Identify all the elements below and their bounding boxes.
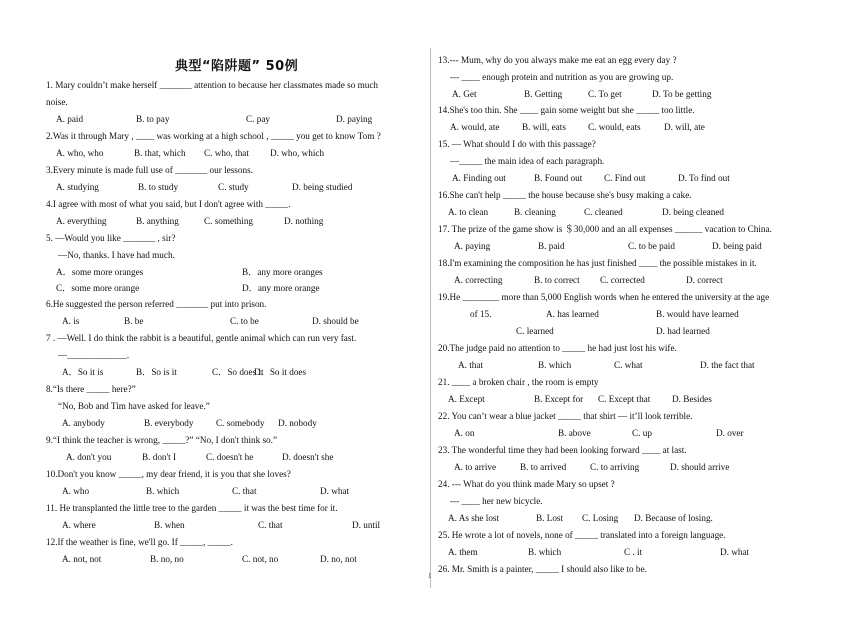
answer-option: D．any more orange bbox=[242, 283, 320, 293]
answer-option: D. until bbox=[352, 520, 381, 530]
answer-option: D. the fact that bbox=[700, 360, 755, 370]
answer-option: B. don't I bbox=[142, 452, 177, 462]
answer-option: D. being studied bbox=[292, 182, 353, 192]
page-title: 典型“陷阱题” 50例 bbox=[175, 59, 299, 74]
question-text: 22. You can’t wear a blue jacket _____ that shirt — it’ll look terrible. bbox=[438, 411, 693, 421]
answer-option: B. to arrived bbox=[520, 462, 567, 472]
answer-option: C . it bbox=[624, 547, 643, 557]
question-text: 6.He suggested the person referred _______ put into prison. bbox=[46, 299, 267, 309]
answer-option: A. on bbox=[454, 428, 475, 438]
answer-option: B. to study bbox=[138, 182, 179, 192]
answer-option: C. To get bbox=[588, 89, 622, 99]
answer-option: C. not, no bbox=[242, 554, 279, 564]
answer-option: A. studying bbox=[56, 182, 99, 192]
question-text: 25. He wrote a lot of novels, none of _____ translated into a foreign language. bbox=[438, 530, 726, 540]
question-text: 7 . —Well. I do think the rabbit is a beautiful, gentle animal which can run very fast. bbox=[46, 333, 357, 343]
answer-option: A. anybody bbox=[62, 418, 105, 428]
answer-option: B．any more oranges bbox=[242, 267, 323, 277]
answer-option: C. study bbox=[218, 182, 249, 192]
answer-option: C. what bbox=[614, 360, 643, 370]
answer-option: B. which bbox=[538, 360, 572, 370]
question-text: 15. — What should I do with this passage? bbox=[438, 139, 596, 149]
answer-option: C. cleaned bbox=[584, 207, 623, 217]
answer-option: B. Except for bbox=[534, 394, 584, 404]
answer-option: D. over bbox=[716, 428, 744, 438]
answer-option: A. paying bbox=[454, 241, 491, 251]
answer-option: A．So it is bbox=[62, 367, 104, 377]
answer-option: B. that, which bbox=[134, 148, 186, 158]
answer-option: D．So it does bbox=[254, 367, 307, 377]
question-text: 5. —Would you like _______ , sir? bbox=[46, 233, 176, 243]
answer-option: D. Besides bbox=[672, 394, 712, 404]
answer-option: B. no, no bbox=[150, 554, 184, 564]
question-text: 8.“Is there _____ here?” bbox=[46, 384, 136, 394]
question-text: 1. Mary couldn’t make herself _______ attention to because her classmates made so much bbox=[46, 80, 379, 90]
answer-option: C. would, eats bbox=[588, 122, 641, 132]
answer-option: C. to arriving bbox=[590, 462, 640, 472]
question-text-cont: noise. bbox=[46, 97, 68, 107]
answer-option: A. where bbox=[62, 520, 96, 530]
answer-option: B. will, eats bbox=[522, 122, 566, 132]
answer-option: A. not, not bbox=[62, 554, 102, 564]
answer-option: A. don't you bbox=[66, 452, 112, 462]
answer-option: A. is bbox=[62, 316, 80, 326]
answer-option: D. nothing bbox=[284, 216, 324, 226]
question-text: 20.The judge paid no attention to _____ he had just lost his wife. bbox=[438, 343, 677, 353]
answer-option: B. above bbox=[558, 428, 591, 438]
answer-option: D. correct bbox=[686, 275, 723, 285]
answer-option: D. being paid bbox=[712, 241, 762, 251]
answer-option: B. be bbox=[124, 316, 144, 326]
answer-option: C. somebody bbox=[216, 418, 265, 428]
question-text: 2.Was it through Mary , ____ was working at a high school , _____ you get to know Tom ? bbox=[46, 131, 381, 141]
answer-option: A. them bbox=[448, 547, 478, 557]
answer-option: B. Getting bbox=[524, 89, 563, 99]
answer-option: C. who, that bbox=[204, 148, 249, 158]
answer-option: B. would have learned bbox=[656, 309, 739, 319]
question-text: 9.“I think the teacher is wrong, _____?” “No, I don't think so.” bbox=[46, 435, 278, 445]
answer-option: B. everybody bbox=[144, 418, 194, 428]
answer-option: D. To find out bbox=[678, 173, 730, 183]
answer-option: A. that bbox=[458, 360, 484, 370]
answer-option: D. will, ate bbox=[664, 122, 705, 132]
answer-option: C. Except that bbox=[598, 394, 651, 404]
answer-option: C. Find out bbox=[604, 173, 646, 183]
answer-option: A. to arrive bbox=[454, 462, 497, 472]
answer-option: C. something bbox=[204, 216, 254, 226]
answer-option: D. To be getting bbox=[652, 89, 712, 99]
answer-option: A. who, who bbox=[56, 148, 104, 158]
answer-option: B. cleaning bbox=[514, 207, 556, 217]
question-text: 3.Every minute is made full use of _______ our lessons. bbox=[46, 165, 253, 175]
question-text-cont: —No, thanks. I have had much. bbox=[58, 250, 175, 260]
answer-option: B. Lost bbox=[536, 513, 564, 523]
answer-option: A. who bbox=[62, 486, 90, 496]
question-text-cont: —_____ the main idea of each paragraph. bbox=[450, 156, 605, 166]
answer-option: A. paid bbox=[56, 114, 84, 124]
answer-option: A. Finding out bbox=[452, 173, 506, 183]
question-text: 10.Don't you know _____, my dear friend, it is you that she loves? bbox=[46, 469, 291, 479]
answer-option: C. pay bbox=[246, 114, 270, 124]
question-text: 26. Mr. Smith is a painter, _____ I should also like to be. bbox=[438, 564, 647, 574]
question-text-cont: —_____________. bbox=[58, 350, 130, 360]
question-text-cont: of 15. bbox=[470, 309, 492, 319]
question-text: 21. ____ a broken chair , the room is empty bbox=[438, 377, 599, 387]
answer-option: C．some more orange bbox=[56, 283, 140, 293]
answer-option: D. no, not bbox=[320, 554, 357, 564]
answer-option: B．So is it bbox=[136, 367, 177, 377]
answer-option: A. has learned bbox=[546, 309, 599, 319]
question-text-cont: --- ____ enough protein and nutrition as you are growing up. bbox=[450, 72, 674, 82]
answer-option: C. to be bbox=[230, 316, 259, 326]
answer-option: D. nobody bbox=[278, 418, 317, 428]
question-text: 13.--- Mum, why do you always make me eat an egg every day ? bbox=[438, 55, 677, 65]
answer-option: A. everything bbox=[56, 216, 107, 226]
answer-option: B. to correct bbox=[534, 275, 580, 285]
answer-option: C. doesn't he bbox=[206, 452, 254, 462]
question-text-cont: “No, Bob and Tim have asked for leave.” bbox=[58, 401, 210, 411]
answer-option: C. corrected bbox=[600, 275, 645, 285]
question-text: 18.I'm examining the composition he has just finished ____ the possible mistakes in it. bbox=[438, 258, 757, 268]
answer-option: C. that bbox=[258, 520, 283, 530]
question-text: 19.He ________ more than 5,000 English words when he entered the university at the age bbox=[438, 292, 770, 302]
answer-option: A. would, ate bbox=[450, 122, 500, 132]
question-text: 17. The prize of the game show is ＄30,000 and an all expenses ______ vacation to China. bbox=[438, 224, 772, 234]
answer-option: A. As she lost bbox=[448, 513, 500, 523]
answer-option: D. paying bbox=[336, 114, 373, 124]
question-text: 14.She's too thin. She ____ gain some weight but she _____ too little. bbox=[438, 105, 695, 115]
answer-option: A. Get bbox=[452, 89, 477, 99]
answer-option: A. correcting bbox=[454, 275, 503, 285]
answer-option: B. to pay bbox=[136, 114, 170, 124]
answer-option: D. Because of losing. bbox=[634, 513, 713, 523]
answer-option: D. should arrive bbox=[670, 462, 730, 472]
answer-option: B. when bbox=[154, 520, 185, 530]
answer-option: C. Losing bbox=[582, 513, 619, 523]
page-number: 1 bbox=[428, 572, 432, 580]
answer-option: B. Found out bbox=[534, 173, 583, 183]
answer-option: A. Except bbox=[448, 394, 485, 404]
answer-option: C. learned bbox=[516, 326, 554, 336]
question-text-cont: --- ____ her new bicycle. bbox=[450, 496, 543, 506]
answer-option: D. had learned bbox=[656, 326, 710, 336]
answer-option: B. which bbox=[528, 547, 562, 557]
question-text: 4.I agree with most of what you said, but I don't agree with _____. bbox=[46, 199, 291, 209]
question-text: 11. He transplanted the little tree to the garden _____ it was the best time for it. bbox=[46, 503, 338, 513]
answer-option: B. anything bbox=[136, 216, 179, 226]
answer-option: D. what bbox=[320, 486, 350, 496]
answer-option: B. which bbox=[146, 486, 180, 496]
question-text: 24. --- What do you think made Mary so upset ? bbox=[438, 479, 615, 489]
answer-option: D. who, which bbox=[270, 148, 325, 158]
answer-option: B. paid bbox=[538, 241, 565, 251]
answer-option: C. that bbox=[232, 486, 257, 496]
answer-option: C. up bbox=[632, 428, 652, 438]
answer-option: D. what bbox=[720, 547, 750, 557]
answer-option: C. to be paid bbox=[628, 241, 675, 251]
question-text: 16.She can't help _____ the house because she's busy making a cake. bbox=[438, 190, 692, 200]
column-divider bbox=[430, 48, 431, 588]
answer-option: D. doesn't she bbox=[282, 452, 334, 462]
answer-option: D. being cleaned bbox=[662, 207, 724, 217]
answer-option: C．So does it bbox=[212, 367, 264, 377]
question-text: 23. The wonderful time they had been looking forward ____ at last. bbox=[438, 445, 687, 455]
answer-option: A．some more oranges bbox=[56, 267, 144, 277]
question-text: 12.If the weather is fine, we'll go. If _____, _____. bbox=[46, 537, 233, 547]
answer-option: A. to clean bbox=[448, 207, 489, 217]
answer-option: D. should be bbox=[312, 316, 359, 326]
